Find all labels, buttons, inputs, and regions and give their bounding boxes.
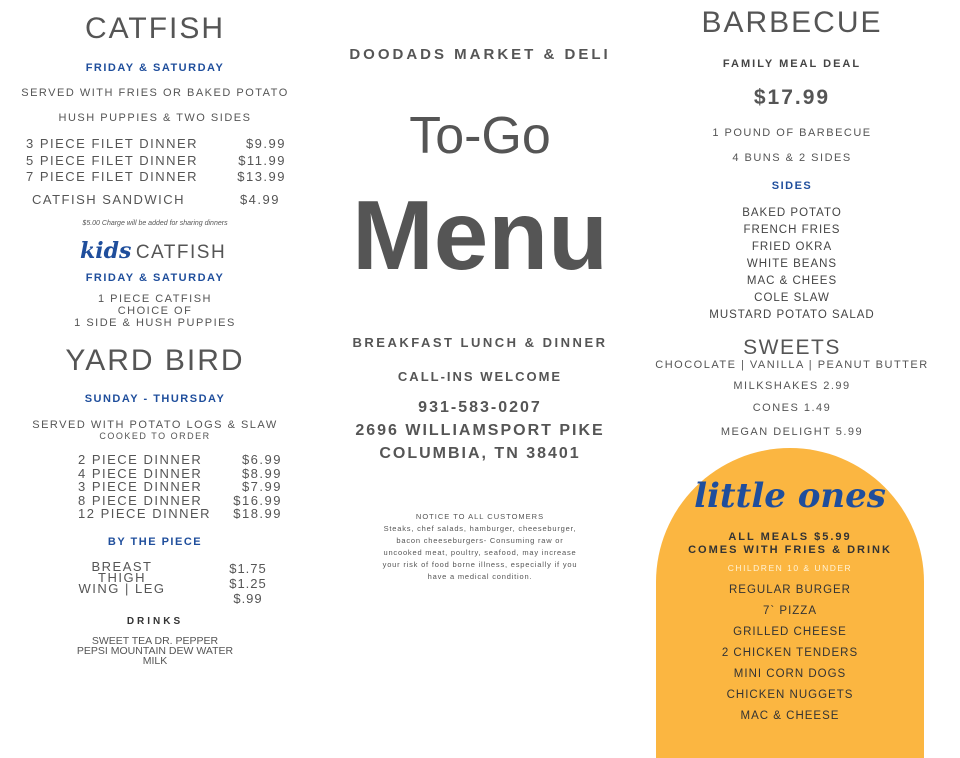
menu-item [78, 467, 282, 481]
store-name: DOODADS MARKET & DELI [349, 46, 611, 63]
yardbird-served: SERVED WITH POTATO LOGS & SLAW [32, 419, 278, 431]
sweets-item: MILKSHAKES 2.99 [733, 380, 851, 392]
item-price: $6.99 [241, 452, 282, 467]
sides-list [660, 205, 924, 324]
notice-line: your risk of food borne illness, especially if you [382, 560, 578, 569]
kids-header [80, 238, 280, 264]
side-item: FRIED OKRA [751, 241, 833, 253]
kids-days: FRIDAY & SATURDAY [85, 272, 225, 284]
notice-body [330, 523, 630, 583]
kids-title: CATFISH [135, 242, 227, 263]
item-name: 5 PIECE FILET DINNER [26, 152, 199, 168]
item-price: $8.99 [241, 465, 282, 481]
yardbird-list [78, 453, 282, 521]
barbecue-title: BARBECUE [701, 6, 883, 39]
kids-script: kids [80, 238, 132, 264]
item-name: 2 PIECE DINNER [78, 452, 203, 467]
kids-line: 1 SIDE & HUSH PUPPIES [74, 317, 236, 329]
family-deal: FAMILY MEAL DEAL [722, 58, 862, 70]
kids-details [20, 293, 290, 329]
kids-meal-item: CHICKEN NUGGETS [726, 689, 854, 701]
side-item: COLE SLAW [754, 292, 830, 304]
notice-line: have a medical condition. [427, 572, 533, 581]
by-piece-title: BY THE PIECE [107, 536, 203, 548]
item-name: 4 PIECE DINNER [78, 465, 203, 481]
little-ones-script: little ones [694, 476, 886, 516]
item-price: $4.99 [239, 192, 280, 207]
kids-meal-item: REGULAR BURGER [729, 584, 851, 596]
catfish-days: FRIDAY & SATURDAY [85, 62, 225, 74]
kids-meal-item: 2 CHICKEN TENDERS [721, 647, 859, 659]
menu-item [26, 153, 286, 170]
side-item: FRENCH FRIES [743, 224, 841, 236]
side-item: BAKED POTATO [742, 207, 842, 219]
catfish-sandwich [32, 192, 280, 207]
item-name: 3 PIECE FILET DINNER [26, 136, 199, 151]
little-ones-price: ALL MEALS $5.99 [728, 531, 852, 543]
menu-item [26, 136, 286, 153]
sweets-item: MEGAN DELIGHT 5.99 [720, 426, 864, 438]
notice-line: Steaks, chef salads, hamburger, cheeseburger, [383, 524, 577, 533]
catfish-title: CATFISH [84, 12, 226, 45]
kids-line: 1 PIECE CATFISH [98, 293, 212, 305]
little-ones-list [656, 580, 924, 727]
sides-title: SIDES [771, 180, 813, 192]
item-name: 3 PIECE DINNER [78, 479, 203, 494]
drinks-line: SWEET TEA DR. PEPPER [91, 635, 219, 647]
barbecue-line-1: 1 POUND OF BARBECUE [712, 127, 872, 139]
piece-price: $.99 [233, 591, 263, 606]
piece-name: WING | LEG [78, 581, 166, 596]
side-item: WHITE BEANS [746, 258, 838, 270]
address-line-2: COLUMBIA, TN 38401 [379, 445, 581, 462]
sharing-note: $5.00 Charge will be added for sharing dinners [82, 220, 228, 227]
notice-line: uncooked meat, poultry, seafood, may increase [383, 548, 577, 557]
item-price: $13.99 [237, 169, 286, 184]
little-ones-age: CHILDREN 10 & UNDER [727, 563, 853, 573]
drinks-line: MILK [142, 655, 168, 667]
yardbird-title: YARD BIRD [65, 344, 245, 377]
drinks-line: PEPSI MOUNTAIN DEW WATER [76, 645, 234, 657]
piece-name: THIGH [98, 570, 146, 585]
kids-meal-item: GRILLED CHEESE [733, 626, 847, 638]
yardbird-cooked: COOKED TO ORDER [99, 431, 211, 441]
menu-item [26, 169, 286, 186]
menu-item [78, 494, 282, 508]
item-name: 12 PIECE DINNER [78, 506, 212, 521]
barbecue-line-2: 4 BUNS & 2 SIDES [732, 152, 852, 164]
item-name: 8 PIECE DINNER [78, 492, 203, 508]
meals-line: BREAKFAST LUNCH & DINNER [352, 335, 608, 350]
item-price: $9.99 [245, 136, 286, 151]
by-piece-prices [218, 561, 278, 606]
item-price: $16.99 [233, 492, 282, 508]
call-ins: CALL-INS WELCOME [397, 369, 563, 384]
drinks-title: DRINKS [126, 616, 184, 627]
notice-line: bacon cheeseburgers- Consuming raw or [396, 536, 564, 545]
phone-number: 931-583-0207 [418, 399, 542, 416]
barbecue-price: $17.99 [753, 86, 831, 109]
item-name: 7 PIECE FILET DINNER [26, 169, 199, 184]
side-item: MAC & CHEES [746, 275, 838, 287]
sweets-item: CONES 1.49 [752, 402, 832, 414]
kids-line: CHOICE OF [117, 305, 193, 317]
catfish-list [26, 136, 286, 186]
address-line-1: 2696 WILLIAMSPORT PIKE [355, 422, 605, 439]
menu-item [78, 507, 282, 521]
item-price: $11.99 [238, 152, 286, 168]
piece-price: $1.75 [229, 561, 267, 576]
catfish-served-2: HUSH PUPPIES & TWO SIDES [58, 112, 252, 124]
piece-name: BREAST [91, 559, 153, 574]
side-item: MUSTARD POTATO SALAD [709, 309, 875, 321]
item-price: $7.99 [241, 479, 282, 494]
sweets-title: SWEETS [743, 336, 841, 359]
kids-meal-item: MINI CORN DOGS [733, 668, 847, 680]
yardbird-days: SUNDAY - THURSDAY [84, 393, 226, 405]
piece-price: $1.25 [229, 576, 267, 591]
to-go-heading: To-Go [409, 107, 551, 165]
little-ones-includes: COMES WITH FRIES & DRINK [688, 544, 892, 556]
catfish-served: SERVED WITH FRIES OR BAKED POTATO [21, 87, 289, 99]
menu-item [78, 480, 282, 494]
kids-meal-item: 7` PIZZA [762, 605, 817, 617]
drinks-list [20, 636, 290, 666]
item-name: CATFISH SANDWICH [32, 192, 186, 207]
menu-item [78, 453, 282, 467]
sweets-flavors: CHOCOLATE | VANILLA | PEANUT BUTTER [655, 359, 929, 371]
menu-heading: Menu [352, 180, 608, 290]
item-price: $18.99 [233, 506, 282, 521]
notice-title: NOTICE TO ALL CUSTOMERS [415, 512, 545, 521]
by-piece-names [62, 561, 182, 594]
kids-meal-item: MAC & CHEESE [740, 710, 840, 722]
